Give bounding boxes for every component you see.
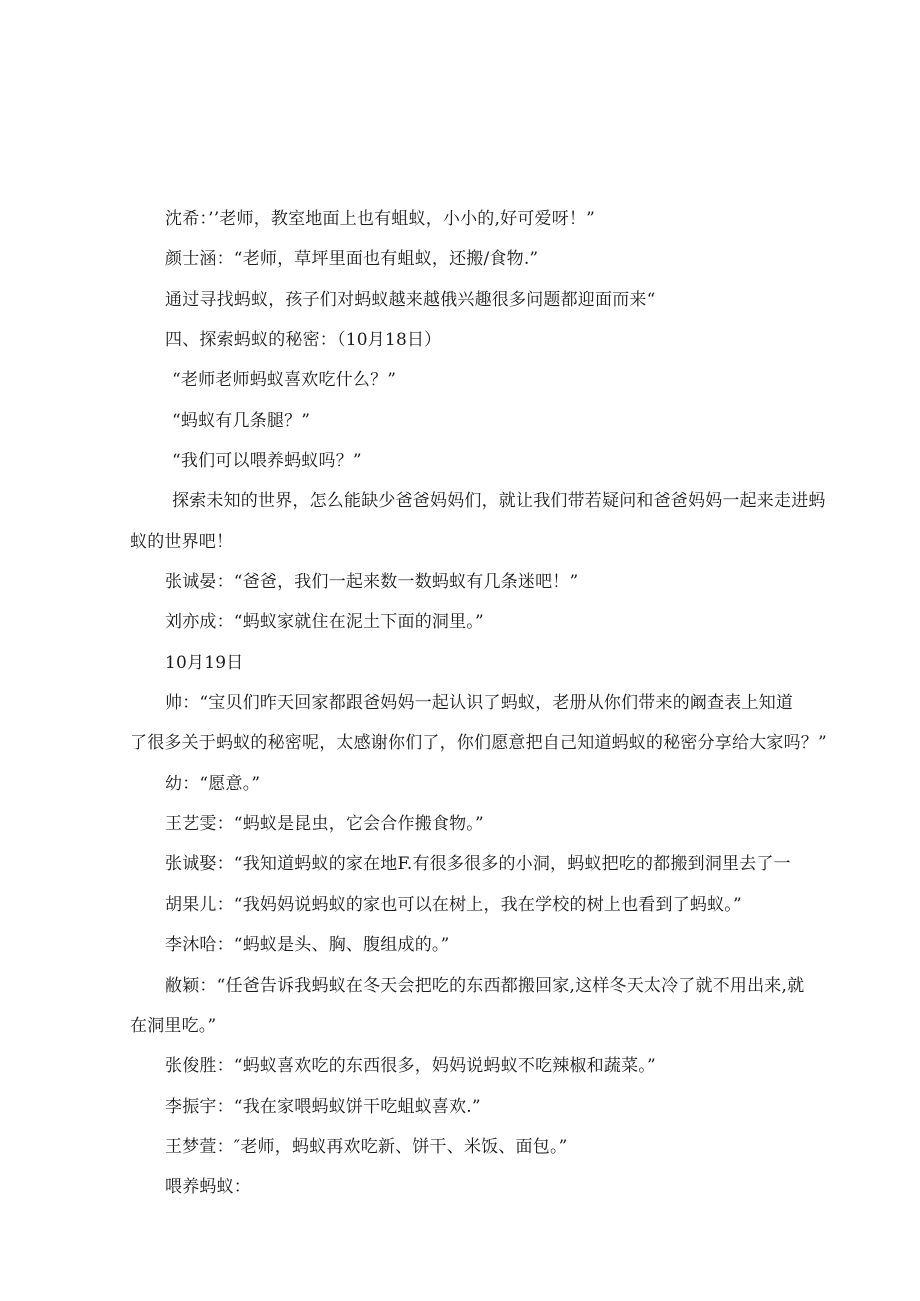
text-line: 在洞里吃。” — [130, 1016, 217, 1036]
text-line: 敝颖：“任爸告诉我蚂蚁在冬天会把吃的东西都搬回家,这样冬天太冷了就不用出来,就 — [165, 976, 805, 996]
text-line: 王艺雯：“蚂蚁是昆虫，它会合作搬食物。” — [165, 814, 484, 834]
text-line: 胡果儿：“我妈妈说蚂蚁的家也可以在树上，我在学校的树上也看到了蚂蚁。” — [165, 895, 742, 915]
text-line: 张诚娶：“我知道蚂蚁的家在地F.有很多很多的小洞，蚂蚁把吃的都搬到洞里去了一 — [165, 854, 791, 874]
text-line: 帅：“宝贝们昨天回家都跟爸妈妈一起认识了蚂蚁，老册从你们带来的阚查表上知道 — [165, 693, 794, 713]
section-heading: 四、探索蚂蚁的秘密：（10月18日） — [165, 330, 442, 350]
date-line: 10月19日 — [165, 653, 244, 673]
text-line: 了很多关于蚂蚁的秘密呢，太感谢你们了，你们愿意把自己知道蚂蚁的秘密分享给大家吗？” — [130, 733, 827, 753]
text-line: 蚁的世界吧！ — [130, 532, 234, 552]
text-line: 李沐哈：“蚂蚁是头、胸、腹组成的。” — [165, 935, 450, 955]
text-line: 喂养蚂蚁： — [165, 1177, 251, 1197]
text-line: 张诚晏：“爸爸，我们一起来数一数蚂蚁有几条迷吧！” — [165, 572, 579, 592]
text-line: 颜士涵：“老师，草坪里面也有蛆蚁，还搬/食物.” — [165, 249, 539, 269]
text-line: 沈希：’’老师，教室地面上也有蛆蚁，小小的,好可爱呀！” — [165, 209, 596, 229]
text-line: 王梦萱：″老师，蚂蚁再欢吃新、饼干、米饭、面包。” — [165, 1137, 568, 1157]
text-line: “我们可以喂养蚂蚁吗？” — [172, 451, 362, 471]
text-line: 张俊胜：“蚂蚁喜欢吃的东西很多，妈妈说蚂蚁不吃辣椒和蔬菜。” — [165, 1056, 656, 1076]
text-line: “老师老师蚂蚁喜欢吃什么？” — [172, 370, 397, 390]
text-line: 探索未知的世界，怎么能缺少爸爸妈妈们，就让我们带若疑问和爸爸妈妈一起来走进蚂 — [172, 491, 826, 511]
text-line: 李振宇：“我在家喂蚂蚁饼干吃蛆蚁喜欢.” — [165, 1097, 481, 1117]
text-line: 通过寻找蚂蚁，孩子们对蚂蚁越来越俄兴趣很多问题都迎面而来“ — [165, 290, 656, 310]
text-line: 刘亦成：“蚂蚁家就住在泥土下面的洞里。” — [165, 612, 484, 632]
text-line: “蚂蚁有几条腿？” — [172, 411, 311, 431]
text-line: 幼：“愿意。” — [165, 774, 261, 794]
